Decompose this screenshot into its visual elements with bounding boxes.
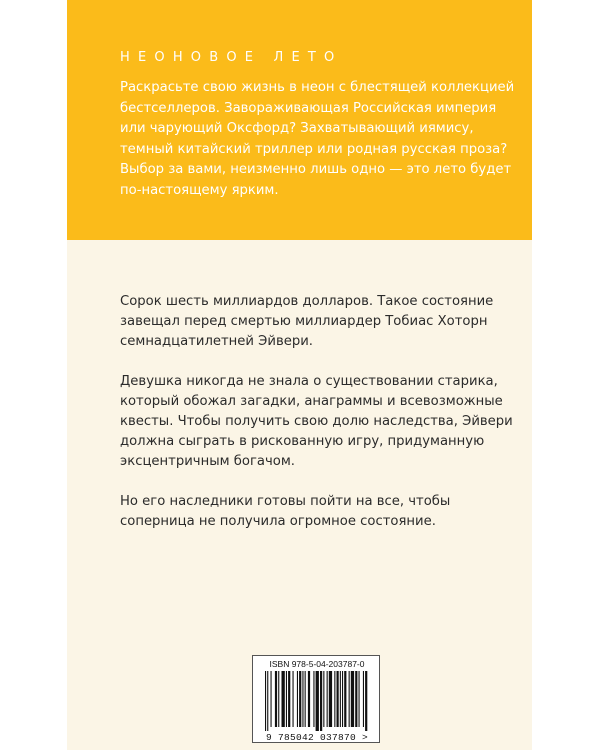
description-line: который обожал загадки, анаграммы и всевозможные [120,394,503,409]
description-line: завещал перед смертью миллиардер Тобиас Хоторн [120,314,488,329]
intro-line: темный китайский триллер или родная русская проза? [120,141,508,157]
series-band [67,0,532,240]
barcode-digits: 9 785042 037870 > [265,732,368,743]
description-line: должна сыграть в рискованную игру, придуманную [120,434,485,449]
description-line: Сорок шесть миллиардов долларов. Такое состояние [120,294,494,309]
intro-line: Раскрасьте свою жизнь в неон с блестящей коллекцией [120,80,515,95]
description-paragraph [120,292,520,352]
series-title: НЕОНОВОЕ ЛЕТО [120,50,343,65]
description-line: эксцентричным богачом. [120,454,295,469]
intro-line: Выбор за вами, неизменно лишь одно — это лето будет [120,162,512,177]
series-intro [120,78,515,201]
description-paragraph [120,492,520,532]
back-cover [67,0,532,750]
description-paragraph [120,372,520,472]
barcode-box [252,655,380,743]
isbn-label: ISBN 978-5-04-203787-0 [269,659,365,669]
intro-line: или чарующий Оксфорд? Захватывающий иямису, [120,121,474,136]
description-line: Девушка никогда не знала о существовании старика, [120,374,498,389]
description-line: Но его наследники готовы пойти на все, чтобы [120,494,451,509]
intro-line: по-настоящему ярким. [120,182,279,198]
description-line: квесты. Чтобы получить свою долю наследства, Эйвери [120,414,513,429]
description-line: семнадцатилетней Эйвери. [120,334,313,349]
book-description [120,292,520,552]
intro-line: бестселлеров. Завораживающая Российская империя [120,100,497,116]
barcode-icon [265,671,369,731]
description-line: соперница не получила огромное состояние. [120,514,436,529]
